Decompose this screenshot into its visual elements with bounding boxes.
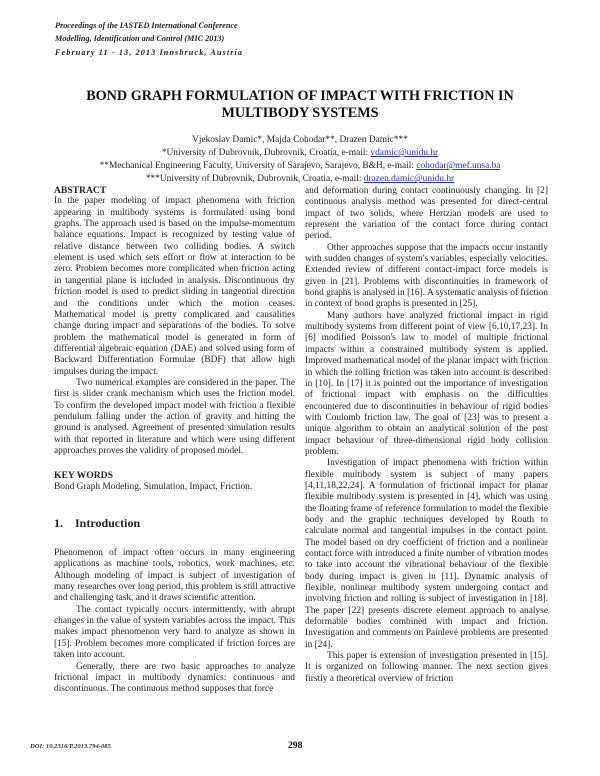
left-column (54, 185, 295, 696)
intro-paragraph-5: Other approaches suppose that the impacts occur instantly with sudden changes of system's variables, especially velocities. Extended review of different contact-impact force models is given in [21]. Problems with discontinuities in framework of bond graphs is analysed in [16]. A systematic analysis of friction in context of bond graphs is presented in [25]. (305, 242, 548, 310)
paper-title-line-2: MULTIBODY SYSTEMS (221, 104, 379, 121)
page-number: 298 (288, 740, 303, 751)
conference-header (55, 19, 243, 59)
keywords-heading: KEY WORDS (54, 470, 113, 482)
intro-paragraph-1: Phenomenon of impact often occurs in many engineering applications as machine tools, robotics, work machines, etc. Although modeling of impact is subject of investigation of many researches over long period, this problem is still attractive and challenging task, and it draws scientific attention. (54, 548, 295, 604)
conference-date-location: February 11 - 13, 2013 Innsbruck, Austria (55, 47, 244, 57)
doi-footer: DOI: 10.2316/P.2013.794-085 (30, 743, 111, 750)
affiliation-2: **Mechanical Engineering Faculty, University of Sarajevo, Sarajevo, B&H, e-mail: cohodar@mef.unsa.ba (99, 161, 501, 172)
abstract-paragraph-1: In the paper modeling of impact phenomena with friction appearing in multibody systems is formulated using bond graphs. The approach used is based on the impulse-momentum balance equations. Impact is recognized by testing value of relative distance between two colliding bodies. A switch element is used which sets effort or flow at interaction to be zero. Problem becomes more complicated when friction acting in tangential plane is included in analysis. Discontinuous dry friction model is used to predict sliding in tangential direction and the conditions under which the motion ceases. Mathematical model is pretty complicated and causalities change during impact and separations of the bodies. To solve problem the mathematical model is generated in form of differential algebraic equation (DAE) and solved using form of Backward Differentiation Formulae (BDF) that allow high impulses during the impact. (54, 196, 295, 377)
intro-paragraph-8: This paper is extension of investigation presented in [15]. It is organized on following manner. The next section gives firstly a theoretical overview of friction (305, 651, 548, 684)
intro-paragraph-7: Investigation of impact phenomena with friction within flexible multibody system is subject of many papers [4,11,18,22,24]. A formulation of frictional impact for planar flexible multibody system is presented in [4], which was using the floating frame of reference formulation to model the flexible body and the graphic techniques developed by Routh to calculate normal and tangential impulses in the contact point. The model based on dry coefficient of friction and a nonlinear contact force with introduced a finite number of vibration modes to take into account the vibrational behaviour of the flexible body during impact is given in [11]. Dynamic analysis of flexible, nonlinear multibody system undergoing contact and involving friction and rolling is subject of investigation in [18]. The paper [22] presents discrete element approach to analyse deformable bodies combined with impact and friction. Investigation and comments on Painlevé problems are presented in [24]. (305, 458, 548, 650)
section-heading-introduction (54, 516, 295, 530)
conference-subtitle: Modelling, Identification and Control (MIC 2013) (55, 34, 225, 44)
intro-paragraph-6: Many authors have analyzed frictional impact in rigid multibody systems from different point of view [6,10,17,23]. In [6] modified Poisson's law to model of multiple frictional impacts within a constrained multibody system is applied. Improved mathematical model of the planar impact with friction in which the rolling friction was taken into account is described in [10]. In [17] it is pointed out the importance of investigation of frictional impact with emphasis on the difficulties encountered due to discontinuities in behaviour of rigid bodies with Coulomb friction law. The goal of [23] was to present a unique algorithm to obtain an analytical solution of the post impact behaviour of three-dimensional rigid body collision problem. (305, 310, 548, 457)
affiliation-3: ***University of Dubrovnik, Dubrovnik, Croatia, e-mail: drazen.damic@unidu.hr (145, 174, 455, 185)
intro-paragraph-4: and deformation during contact continuously changing. In [2] continuous analysis method was presented for direct-central impact of two solids, where Hertzian models are used to represent the variation of the contact force during contact period. (305, 186, 548, 242)
right-column (305, 186, 548, 685)
paper-title-line-1: BOND GRAPH FORMULATION OF IMPACT WITH FRICTION IN (86, 88, 514, 104)
email-link-3[interactable]: drazen.damic@unidu.hr (363, 174, 455, 185)
email-link-2[interactable]: cohodar@mef.unsa.ba (416, 161, 501, 172)
intro-paragraph-3: Generally, there are two basic approaches to analyze frictional impact in multibody dynamics: continuous and discontinuous. The continuous method supposes that force (54, 661, 295, 695)
affiliation-1: *University of Dubrovnik, Dubrovnik, Croatia, e-mail: vdamic@unidu.hr (161, 148, 439, 159)
author-block (30, 134, 570, 186)
intro-paragraph-2: The contact typically occurs intermittently, with abrupt changes in the value of system variables across the impact. This makes impact phenomenon very hard to analyze as shown in [15]. Problem becomes more complicated if friction forces are taken into account. (54, 604, 295, 661)
section-title: Introduction (75, 516, 141, 531)
conference-name: Proceedings of the IASTED International Conference (55, 21, 238, 30)
email-link-1[interactable]: vdamic@unidu.hr (370, 148, 439, 159)
abstract-paragraph-2: Two numerical examples are considered in the paper. The first is slider crank mechanism which uses the friction model. To confirm the developed impact model with friction a flexible pendulum falling under the action of gravity and hitting the ground is analysed. Agreement of presented simulation results with that reported in literature and which were using different approaches proves the validity of proposed model. (54, 377, 295, 456)
keywords-text: Bond Graph Modeling, Simulation, Impact, Friction. (54, 481, 253, 492)
author-names: Vjekoslav Damic*, Majda Cohodar**, Drazen Damic*** (192, 135, 408, 145)
paper-title (40, 88, 560, 121)
section-number: 1. (54, 516, 63, 531)
abstract-heading: ABSTRACT (54, 185, 107, 196)
